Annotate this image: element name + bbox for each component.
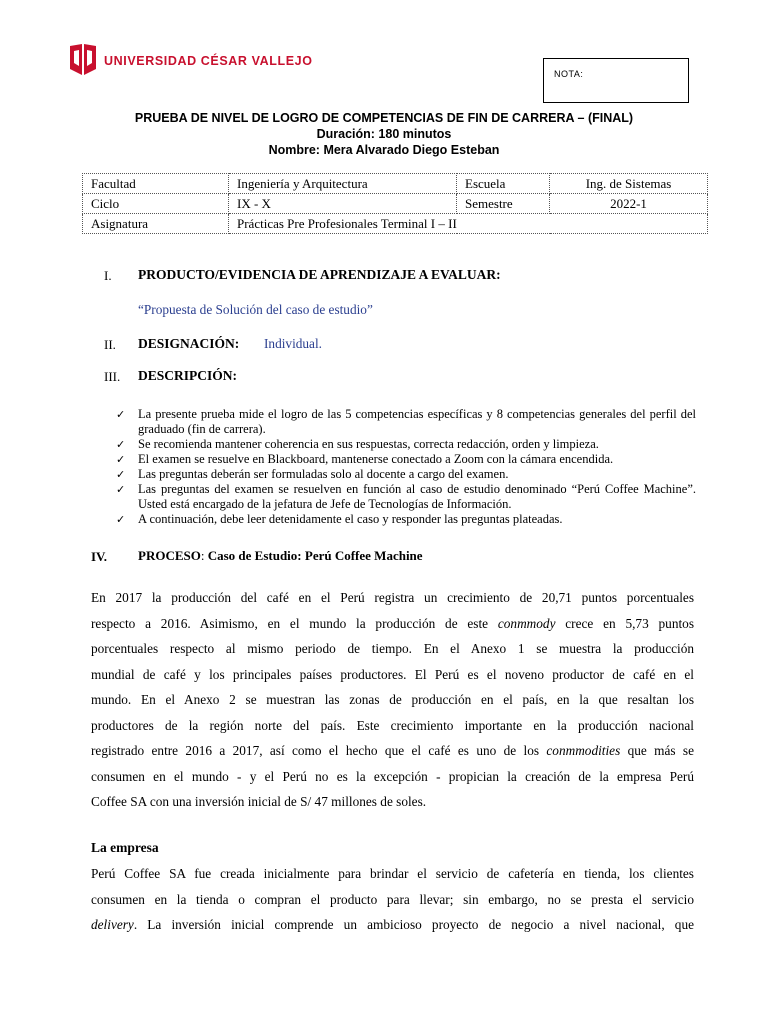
checkmark-icon: ✓ — [116, 468, 126, 481]
checkmark-icon: ✓ — [116, 483, 126, 496]
company-paragraph: Perú Coffee SA fue creada inicialmente para brindar el servicio de cafetería en tienda, los clientes consumen en la tienda o compran el producto para llevar; sin embargo, no se presta el servicio delivery. La inversión inicial comprende un ambicioso proyecto de negocio a nivel nacional, que — [91, 866, 694, 932]
checkmark-icon: ✓ — [116, 438, 126, 451]
ucv-shield-icon — [68, 42, 98, 78]
subheading: La empresa — [91, 840, 159, 855]
exam-title: PRUEBA DE NIVEL DE LOGRO DE COMPETENCIAS DE FIN DE CARRERA – (FINAL) — [134, 111, 634, 125]
section-heading: PRODUCTO/EVIDENCIA DE APRENDIZAJE A EVALUAR: — [138, 267, 501, 282]
list-item: ✓ Se recomienda mantener coherencia en sus respuestas, correcta redacción, orden y limpieza. — [116, 437, 599, 451]
escuela-value: Ing. de Sistemas — [550, 174, 708, 194]
list-item: ✓ El examen se resuelve en Blackboard, mantenerse conectado a Zoom con la cámara encendida. — [116, 452, 614, 466]
grade-label: NOTA: — [554, 69, 584, 79]
asignatura-label: Asignatura — [83, 214, 229, 234]
description-list — [116, 407, 696, 527]
list-item: ✓ Las preguntas del examen se resuelven en función al caso de estudio denominado “Perú Coffee Machine”. Usted está encargado de la jefatura de Jefe de Tecnologías de Información. — [116, 482, 696, 511]
university-logo — [68, 42, 313, 78]
section-heading: DESCRIPCIÓN: — [138, 368, 238, 383]
section-number: I. — [104, 268, 112, 283]
designation-value: Individual. — [264, 336, 322, 351]
table-row — [83, 214, 708, 234]
case-paragraph: En 2017 la producción del café en el Perú registra un crecimiento de 20,71 puntos porcentuales respecto a 2016. Asimismo, en el mundo la producción de este conmmody crece en 5,73 puntos porcentuales respecto al mismo periodo de tiempo. En el Anexo 1 se muestra la producción mundial de café y los principales países productores. El Perú es el noveno productor de café en el mundo. En el Anexo 2 se muestran las zonas de producción en el país, en la que resaltan los productores de la región norte del país. Este crecimiento importante en la producción nacional registrado entre 2016 a 2017, así como el hecho que el café es uno de los conmmodities que más se consumen en el mundo - y el Perú no es la excepción - propician la creación de la empresa Perú Coffee SA con una inversión inicial de S/ 47 millones de soles. — [91, 590, 695, 809]
university-name: UNIVERSIDAD CÉSAR VALLEJO — [104, 54, 313, 68]
grade-box — [543, 58, 689, 103]
section-number: II. — [104, 337, 116, 352]
escuela-label: Escuela — [457, 174, 550, 194]
facultad-label: Facultad — [83, 174, 229, 194]
table-row — [83, 174, 708, 194]
section-heading: DESIGNACIÓN: — [138, 336, 240, 351]
list-item: ✓ A continuación, debe leer detenidamente el caso y responder las preguntas plateadas. — [116, 512, 563, 526]
semestre-value: 2022-1 — [550, 194, 708, 214]
list-item: ✓ La presente prueba mide el logro de las 5 competencias específicas y 8 competencias generales del perfil del graduado (fin de carrera). — [116, 407, 696, 436]
section-number: IV. — [91, 549, 108, 564]
section-number: III. — [104, 369, 121, 384]
facultad-value: Ingeniería y Arquitectura — [229, 174, 457, 194]
checkmark-icon: ✓ — [116, 453, 126, 466]
checkmark-icon: ✓ — [116, 408, 126, 421]
evidence-title: “Propuesta de Solución del caso de estudio” — [138, 302, 373, 317]
exam-duration: Duración: 180 minutos — [316, 127, 452, 141]
asignatura-value: Prácticas Pre Profesionales Terminal I – II — [229, 214, 708, 234]
ciclo-value: IX - X — [229, 194, 457, 214]
ciclo-label: Ciclo — [83, 194, 229, 214]
section-heading: PROCESO: Caso de Estudio: Perú Coffee Machine — [138, 548, 423, 563]
table-row — [83, 194, 708, 214]
checkmark-icon: ✓ — [116, 513, 126, 526]
semestre-label: Semestre — [457, 194, 550, 214]
list-item: ✓ Las preguntas deberán ser formuladas solo al docente a cargo del examen. — [116, 467, 509, 481]
student-name: Nombre: Mera Alvarado Diego Esteban — [268, 143, 500, 157]
course-info-table — [82, 173, 708, 234]
